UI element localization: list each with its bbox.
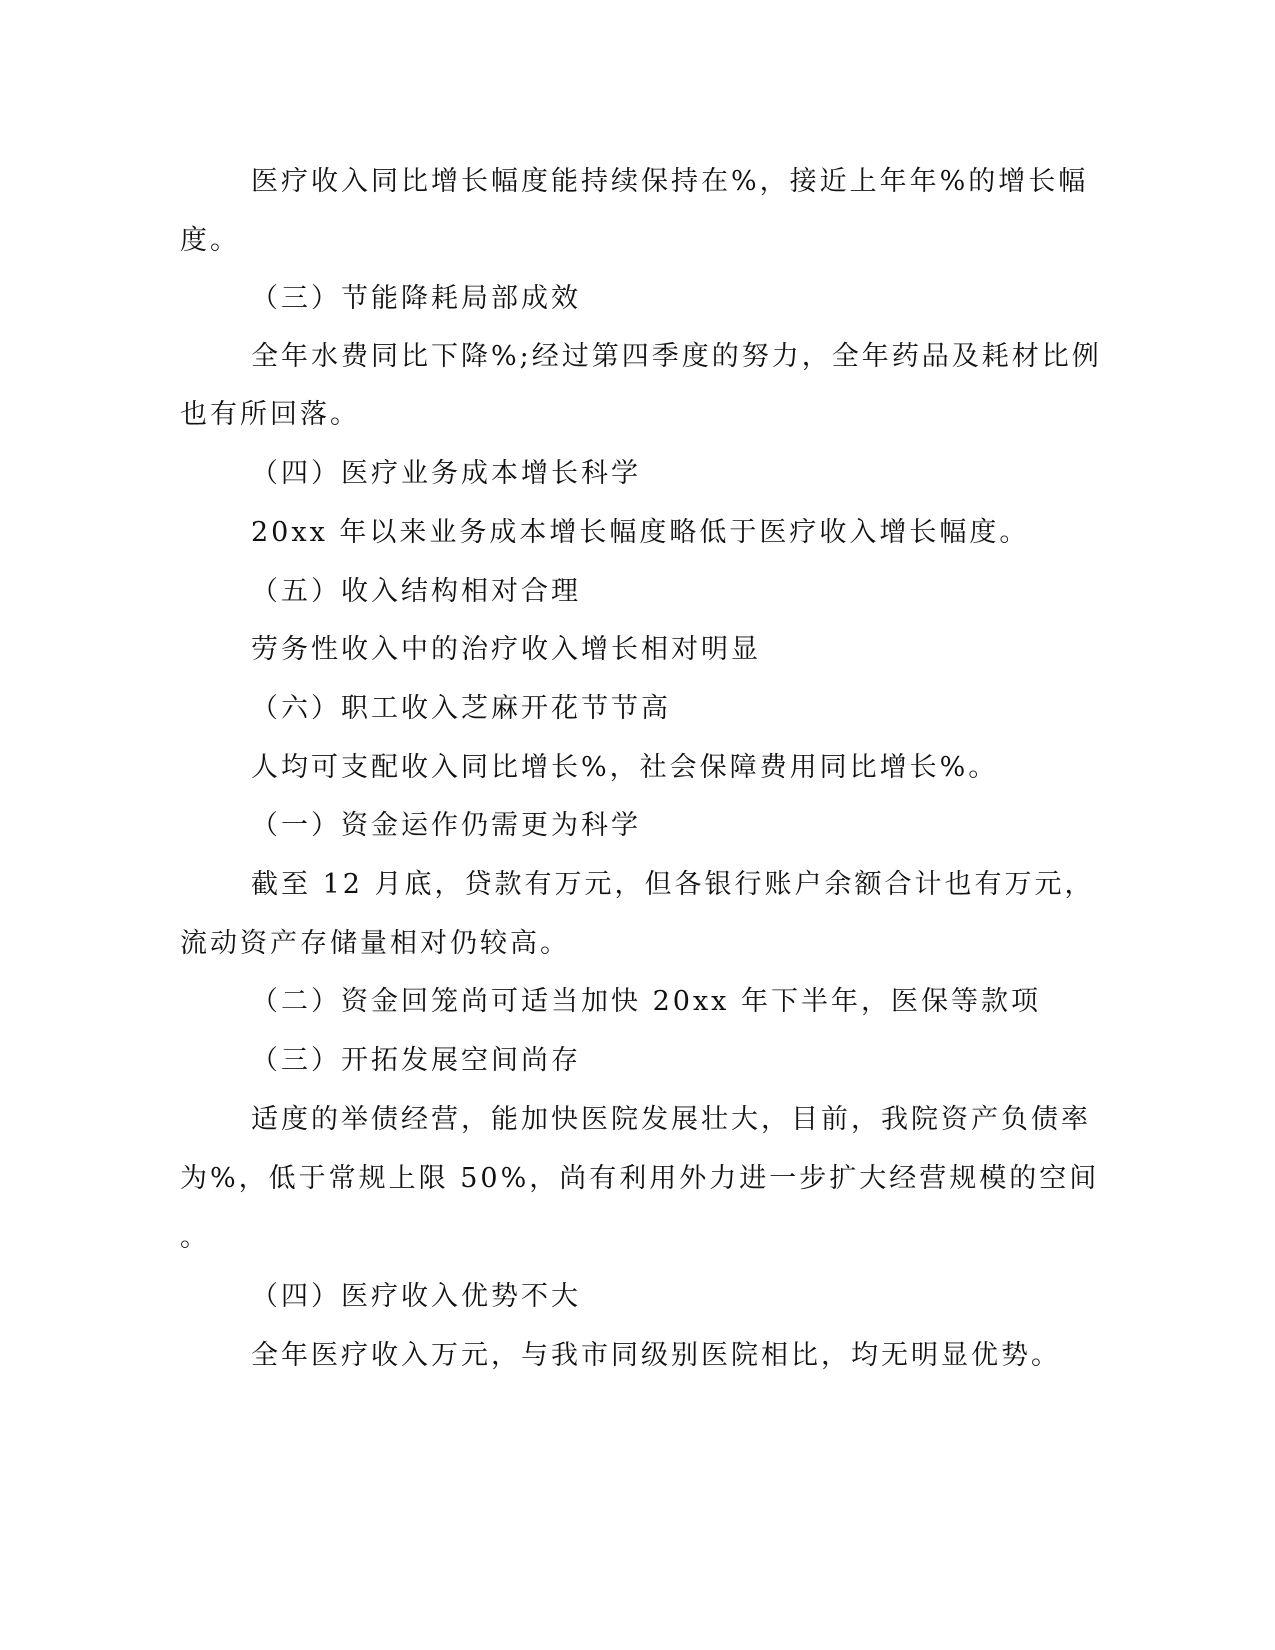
section-heading: （二）资金回笼尚可适当加快 20xx 年下半年，医保等款项 (251, 986, 1041, 1017)
paragraph-line: 20xx 年以来业务成本增长幅度略低于医疗收入增长幅度。 (251, 517, 1030, 548)
paragraph-line: 人均可支配收入同比增长%，社会保障费用同比增长%。 (251, 752, 999, 783)
paragraph-line: 也有所回落。 (180, 399, 360, 430)
section-heading: （五）收入结构相对合理 (251, 576, 581, 607)
section-heading: （三）开拓发展空间尚存 (251, 1045, 581, 1076)
paragraph-line: 流动资产存储量相对仍较高。 (180, 928, 570, 959)
paragraph-line: 劳务性收入中的治疗收入增长相对明显 (251, 634, 761, 665)
paragraph-line: 全年水费同比下降%;经过第四季度的努力，全年药品及耗材比例 (251, 341, 1102, 372)
section-heading: （三）节能降耗局部成效 (251, 283, 581, 314)
paragraph-line: 全年医疗收入万元，与我市同级别医院相比，均无明显优势。 (251, 1340, 1061, 1371)
section-heading: （一）资金运作仍需更为科学 (251, 810, 641, 841)
paragraph-line: 为%，低于常规上限 50%，尚有利用外力进一步扩大经营规模的空间 (180, 1163, 1100, 1194)
section-heading: （四）医疗收入优势不大 (251, 1281, 581, 1312)
section-heading: （六）职工收入芝麻开花节节高 (251, 693, 671, 724)
paragraph-line: 度。 (180, 225, 240, 256)
paragraph-line: 截至 12 月底，贷款有万元，但各银行账户余额合计也有万元， (251, 869, 1095, 900)
paragraph-line: 。 (180, 1222, 210, 1253)
paragraph-line: 医疗收入同比增长幅度能持续保持在%，接近上年年%的增长幅 (251, 166, 1089, 197)
paragraph-line: 适度的举债经营，能加快医院发展壮大，目前，我院资产负债率 (251, 1104, 1091, 1135)
section-heading: （四）医疗业务成本增长科学 (251, 458, 641, 489)
